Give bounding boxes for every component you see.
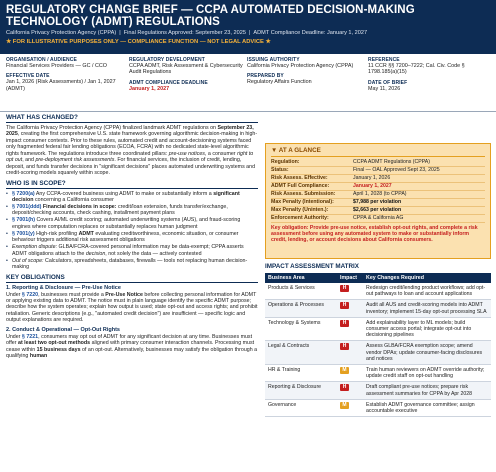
brief-title: REGULATORY CHANGE BRIEF — CCPA AUTOMATED DECISION-MAKING TECHNOLOGY (ADMT) REGULATIONS: [6, 4, 415, 28]
impact-badge: H: [340, 320, 349, 327]
table-row: HR & Training M Train human reviewers on ADMT override authority; update credit staff on opt-out handling: [265, 365, 491, 382]
subtitle-deadline: ADMT Compliance Deadline: January 1, 2027: [253, 30, 368, 36]
authority-value: California Privacy Protection Agency (CPPA): [247, 63, 354, 69]
table-row: Technology & Systems H Add explainability layer to ML models; build consumer access portal; integrate opt-out into decisioning pipelines: [265, 317, 491, 341]
obligation-1-text: Under § 7220, businesses must provide a Pre-Use Notice before collecting personal information for ADMT or applying existing data to ADMT. The notice must in plain language identify the specific ADMT purpose; describe how the system operates; explain how output is used; state opt-out and access rights; and prohibit retaliation. Generic descriptions (e.g., "automated credit decision") are insufficient — specific logic and output explanations are required.: [6, 291, 258, 324]
table-row: Operations & Processes H Audit all AUS and credit-scoring models into ADMT inventory; implement 15-day opt-out processing SLA: [265, 300, 491, 317]
table-row: Products & Services H Redesign credit/lending product workflows; add opt-out pathways to loan and account applications: [265, 283, 491, 300]
prepared-by-label: PREPARED BY: [247, 73, 284, 80]
meta-col-3: [247, 57, 362, 86]
brief-subtitle: California Privacy Protection Agency (CPPA) | Final Regulations Approved: September 23, 2025 | ADMT Compliance Deadline: January 1, 2027: [6, 30, 368, 36]
section-scope-heading: WHO IS IN SCOPE?: [6, 180, 258, 189]
section-what-changed-heading: WHAT HAS CHANGED?: [6, 114, 258, 123]
impact-matrix-wrapper: [265, 273, 491, 472]
impact-badge: H: [340, 302, 349, 309]
prepared-by-value: Regulatory Affairs Function: [247, 79, 312, 86]
glance-row: Risk Assess. Effective: January 1, 2026: [271, 175, 485, 183]
meta-col-4: [368, 57, 486, 92]
glance-row: Status: Final — OAL Approved Sept 23, 2025: [271, 167, 485, 175]
brief-header: [0, 0, 496, 54]
glance-row: ADMT Full Compliance: January 1, 2027: [271, 183, 485, 191]
col-key-changes: Key Changes Required: [363, 273, 491, 283]
brief-meta: [6, 57, 490, 109]
glance-row: Risk Assess. Submission: April 1, 2028 (to CPPA): [271, 191, 485, 199]
section-obligations-heading: KEY OBLIGATIONS: [6, 274, 258, 283]
impact-matrix-table: [265, 273, 491, 417]
impact-badge: H: [340, 285, 349, 292]
glance-row: Max Penalty (Uninten.): $2,663 per violation: [271, 207, 485, 215]
at-a-glance-box: [265, 143, 491, 259]
meta-col-1: [6, 57, 121, 92]
impact-header-row: [265, 273, 491, 283]
org-label: ORGANISATION / AUDIENCE: [6, 57, 77, 63]
table-row: Legal & Contracts H Assess GLBA/FCRA exemption scope; amend vendor DPAs; update consumer-facing disclosures and notices: [265, 341, 491, 365]
effective-label: EFFECTIVE DATE: [6, 73, 50, 80]
effective-value: Jan 1, 2026 (Risk Assessments) / Jan 1, 2027 (ADMT): [6, 79, 116, 92]
org-value: Financial Services Providers — GC / CCO: [6, 63, 107, 69]
at-a-glance-heading: ▼ AT A GLANCE: [271, 147, 485, 157]
subtitle-approved: Final Regulations Approved: September 23, 2025: [123, 30, 246, 36]
impact-badge: M: [340, 402, 349, 409]
obligation-1-title: 1. Reporting & Disclosure — Pre-Use Notice: [6, 284, 121, 291]
admt-deadline-value: January 1, 2027: [129, 85, 170, 92]
what-changed-text: The California Privacy Protection Agency (CPPA) finalized landmark ADMT regulations on September 23, 2025, creating the first comprehensive U.S. state framework governing algorithmic decision-making in high-impact consumer contexts. Prior to these rules, automated credit and account-decisioning systems faced only fragmented federal fair lending obligations (ECOA, FCRA) with no dedicated state-level algorithmic rights framework. The regulations introduce three coordinated pillars: pre-use notices, a consumer right to opt out, and pre-deployment risk assessments. For financial services, the inclusion of credit, lending, deposit, and funds transfer decisions in "significant decisions" places automated underwriting systems and credit-scoring models squarely within scope.: [6, 125, 258, 177]
meta-col-2: [129, 57, 244, 92]
obligation-2-title: 2. Conduct & Operational — Opt-Out Rights: [6, 326, 120, 333]
glance-key-obligation: Key obligation: Provide pre-use notice, establish opt-out rights, and complete a risk assessment before using any automated system to make or substantially inform credit, lending, or account decisions about California consumers.: [271, 224, 478, 244]
scope-item: • Out of scope: Calculators, spreadsheets, databases, firewalls — tools not replacing human decision-making: [6, 258, 258, 271]
brief-date-label: DATE OF BRIEF: [368, 79, 408, 86]
reference-value: 11 CCR §§ 7200–7222; Cal. Civ. Code § 1798.185(a)(15): [368, 63, 465, 76]
scope-list: [6, 191, 258, 271]
glance-row: Max Penalty (Intentional): $7,988 per violation: [271, 199, 485, 207]
table-row: Reporting & Disclosure H Draft compliant pre-use notices; prepare risk assessment summaries for CPPA by Apr 2028: [265, 382, 491, 399]
illustrative-warning: ★ FOR ILLUSTRATIVE PURPOSES ONLY — COMPLIANCE FUNCTION — NOT LEGAL ADVICE ★: [6, 39, 271, 45]
development-label: REGULATORY DEVELOPMENT: [129, 57, 205, 63]
scope-item: • § 7200(a) Any CCPA-covered business using ADMT to make or substantially inform a significant decision concerning a California consumer: [6, 191, 258, 204]
scope-item: • Exemption dispute: GLBA/FCRA-covered personal information may be data-exempt; CPPA asserts ADMT obligations attach to the decision, not solely the data — actively contested: [6, 244, 258, 257]
admt-deadline-label: ADMT COMPLIANCE DEADLINE: [129, 79, 208, 86]
left-column: [6, 114, 258, 472]
glance-row: Regulation: CCPA ADMT Regulations (CPPA): [271, 159, 485, 167]
impact-badge: M: [340, 367, 349, 374]
subtitle-agency: California Privacy Protection Agency (CPPA): [6, 30, 117, 36]
meta-divider: [0, 111, 496, 112]
development-value: CCPA ADMT, Risk Assessment & Cybersecurity Audit Regulations: [129, 63, 243, 76]
impact-badge: H: [340, 343, 349, 350]
impact-matrix-heading: IMPACT ASSESSMENT MATRIX: [265, 263, 359, 270]
reference-label: REFERENCE: [368, 57, 400, 63]
scope-item: • § 7001(y) High-risk profiling ADMT evaluating creditworthiness, economic situation, or consumer behaviour triggers additional risk assessment obligations: [6, 231, 258, 244]
scope-item: • § 7001(ddd) Financial decisions in scope: credit/loan extension, funds transfer/exchange, deposit/checking accounts, check cashing, installment payment plans: [6, 204, 258, 217]
authority-label: ISSUING AUTHORITY: [247, 57, 300, 63]
glance-row: Enforcement Authority: CPPA & California AG: [271, 215, 485, 223]
brief-date-value: May 11, 2026: [368, 85, 401, 92]
col-impact: Impact: [337, 273, 363, 283]
scope-item: • § 7001(h) Covers AI/ML credit scoring; automated underwriting systems (AUS), and fraud-scoring engines where computation replaces or substantially replaces human judgment: [6, 217, 258, 230]
table-row: Governance M Establish ADMT governance committee; assign accountable executive: [265, 399, 491, 416]
obligation-2-text: Under § 7221, consumers may opt out of ADMT for any significant decision at any time. Businesses must offer at least two opt-out methods aligned with primary consumer interaction channels. Processing must cease within 15 business days of an opt-out. Alternatively, businesses may satisfy the obligation through a qualifying human: [6, 333, 258, 360]
impact-badge: H: [340, 384, 349, 391]
col-business-area: Business Area: [265, 273, 337, 283]
